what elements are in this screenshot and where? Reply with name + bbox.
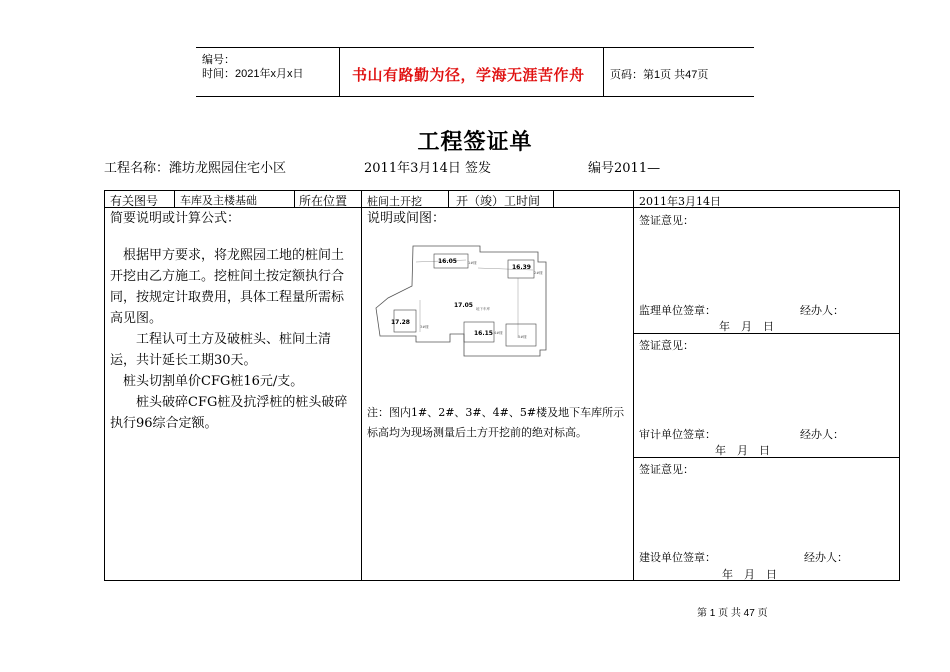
row1-divider-a — [174, 190, 175, 207]
plan-label: 16.15 — [474, 330, 493, 337]
col-divider-right — [633, 190, 634, 581]
middle-note — [367, 403, 633, 443]
row1-divider-b — [294, 190, 295, 207]
left-line: 桩头切割单价CFG桩16元/支。 — [110, 374, 304, 389]
plan-small-label: 4#楼 — [494, 331, 503, 335]
plan-small-label: 地下车库 — [476, 307, 490, 311]
supervisor-sign: 监理单位签章： — [639, 304, 716, 317]
issue-date: 2011年3月14日 签发 — [364, 161, 492, 176]
header-number-label: 编号： — [202, 54, 235, 66]
col-divider-left — [361, 190, 362, 581]
left-line: 同，按规定计取费用，具体工程量所需标 — [110, 290, 345, 305]
header-page-code: 页码：第1页 共47页 — [610, 69, 709, 81]
page-footer: 第 1 页 共 47 页 — [697, 608, 768, 619]
header-bottom-rule — [196, 96, 754, 97]
left-line: 执行96综合定额。 — [110, 416, 218, 431]
middle-heading: 说明或间图： — [367, 211, 446, 226]
plan-small-label: 2#楼 — [534, 271, 543, 275]
row1-divider-c — [448, 190, 449, 207]
audit-sign: 审计单位签章： — [639, 428, 716, 441]
note-line: 标高均为现场测量后土方开挖前的绝对标高。 — [367, 426, 587, 439]
ymd-3: 年 月 日 — [722, 568, 777, 581]
opinion-label-1: 签证意见： — [639, 214, 694, 227]
location-label: 所在位置 — [299, 194, 348, 208]
plan-small-label: 3#楼 — [420, 325, 429, 329]
drawing-value: 车库及主楼基础 — [180, 194, 257, 207]
header-time-label: 时间：2021年x月x日 — [202, 68, 304, 80]
ymd-1: 年 月 日 — [719, 320, 774, 333]
ymd-2: 年 月 日 — [715, 444, 770, 457]
left-line: 高见图。 — [110, 311, 163, 326]
plan-small-label: 5#楼 — [518, 335, 527, 339]
header-divider-2 — [603, 47, 604, 97]
opinion-label-3: 签证意见： — [639, 463, 694, 476]
time-label: 开（竣）工时间 — [456, 194, 541, 208]
header-motto: 书山有路勤为径，学海无涯苦作舟 — [352, 66, 585, 84]
left-line: 开挖由乙方施工。挖桩间土按定额执行合 — [110, 269, 345, 284]
left-line: 工程认可土方及破桩头、桩间土清 — [110, 332, 332, 347]
left-body — [110, 245, 360, 434]
note-line: 注：图内1#、2#、3#、4#、5#楼及地下车库所示 — [367, 406, 625, 419]
plan-small-label: 1#楼 — [468, 261, 477, 265]
left-line: 根据甲方要求，将龙熙园工地的桩间土 — [110, 248, 345, 263]
time-value: 2011年3月14日 — [639, 195, 721, 208]
build-sign: 建设单位签章： — [639, 551, 716, 564]
handler-3: 经办人： — [804, 551, 848, 564]
header-divider-1 — [339, 47, 340, 97]
left-line: 桩头破碎CFG桩及抗浮桩的桩头破碎 — [110, 395, 348, 410]
location-value: 桩间土开挖 — [367, 195, 422, 208]
left-line: 运，共计延长工期30天。 — [110, 353, 257, 368]
handler-2: 经办人： — [800, 428, 844, 441]
project-name: 工程名称：潍坊龙熙园住宅小区 — [104, 161, 287, 176]
drawing-label: 有关图号 — [110, 194, 159, 208]
header-top-rule — [196, 47, 754, 48]
plan-label: 17.28 — [391, 319, 410, 326]
handler-1: 经办人： — [800, 304, 844, 317]
plan-label: 17.05 — [454, 302, 473, 309]
row1-divider-d — [553, 190, 554, 207]
page-title: 工程签证单 — [417, 129, 533, 155]
site-plan-diagram — [368, 238, 558, 362]
left-heading: 简要说明或计算公式： — [110, 211, 241, 226]
serial-number: 编号2011— — [588, 161, 661, 176]
plan-label: 16.39 — [512, 264, 531, 271]
opinion-label-2: 签证意见： — [639, 339, 694, 352]
plan-label: 16.05 — [438, 258, 457, 265]
